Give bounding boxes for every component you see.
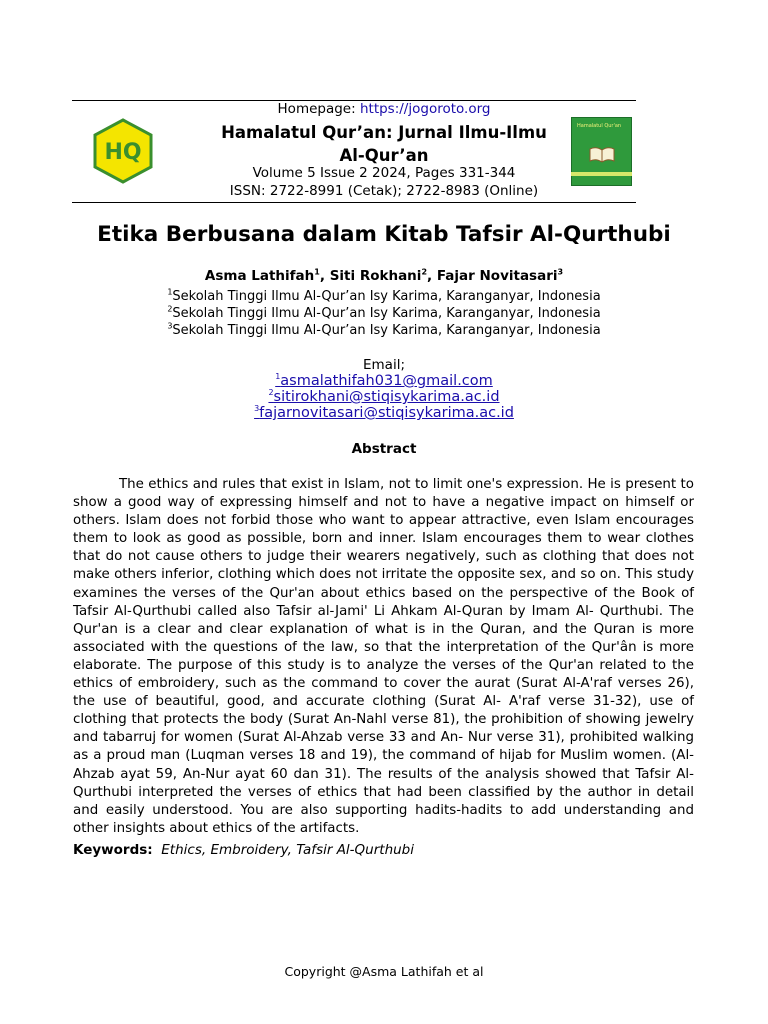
author-separator: , <box>319 268 330 284</box>
email-item <box>0 389 768 405</box>
author-sup: 2 <box>421 267 428 277</box>
affiliation-sup: 2 <box>167 304 173 314</box>
affiliation-item <box>0 305 768 322</box>
header-bottom-rule <box>72 202 636 203</box>
copyright-footer: Copyright @Asma Lathifah et al <box>284 964 484 979</box>
affiliation-sup: 1 <box>167 287 173 297</box>
cover-book-icon <box>589 145 615 163</box>
author-name: Fajar Novitasari <box>436 268 558 284</box>
journal-name-line2: Al-Qur’an <box>339 146 429 165</box>
affiliation-list <box>0 288 768 339</box>
journal-issn: ISSN: 2722-8991 (Cetak); 2722-8983 (Online) <box>229 183 539 199</box>
homepage-line <box>0 101 768 117</box>
affiliation-item <box>0 288 768 305</box>
journal-cover-image <box>571 117 632 186</box>
email-item <box>0 405 768 421</box>
homepage-label: Homepage: <box>277 101 360 117</box>
email-link[interactable] <box>254 405 514 421</box>
email-address: fajarnovitasari@stiqisykarima.ac.id <box>259 405 514 421</box>
email-address: sitirokhani@stiqisykarima.ac.id <box>273 389 500 405</box>
author-sup: 3 <box>557 267 564 277</box>
affiliation-item <box>0 322 768 339</box>
email-label: Email; <box>362 357 405 373</box>
article-title: Etika Berbusana dalam Kitab Tafsir Al-Qurthubi <box>97 222 671 247</box>
cover-band <box>571 172 632 176</box>
email-address: asmalathifah031@gmail.com <box>280 373 493 389</box>
abstract-heading: Abstract <box>351 441 417 457</box>
email-link[interactable] <box>268 389 499 405</box>
email-link[interactable] <box>275 373 493 389</box>
journal-name <box>0 121 768 167</box>
email-sup: 1 <box>275 372 281 382</box>
logo-text: HQ <box>104 140 142 165</box>
email-sup: 2 <box>268 388 274 398</box>
abstract-body: The ethics and rules that exist in Islam, not to limit one's expression. He is present to show a good way of expressing himself and not to have a negative impact on himself or others. Islam does not forbid those who want to appear attractive, even Islam encourages them to look as good as possible, born and inner. Islam encourages them to wear clothes that do not cause others to judge their wearers negatively, such as clothing that does not make others inferior, clothing which does not irritate the opposite sex, and so on. This study examines the verses of the Qur'an about ethics based on the perspective of the Book of Tafsir Al-Qurthubi called also Tafsir al-Jami' Li Ahkam Al-Quran by Imam Al- Qurthubi. The Qur'an is a clear and clear explanation of what is in the Quran, and the Quran is more associated with the questions of the law, so that the interpretation of the Qur'ân is more elaborate. The purpose of this study is to analyze the verses of the Qur'an related to the ethics of embroidery, such as the command to cover the aurat (Surat Al-A'raf verses 26), the use of beautiful, good, and accurate clothing (Surat Al- A'raf verse 31-32), use of clothing that protects the body (Surat An-Nahl verse 81), the prohibition of showing jewelry and tabarruj for women (Surat Al-Ahzab verse 33 and An- Nur verse 31), prohibited walking as a proud man (Luqman verses 18 and 19), the command of hijab for Muslim women. (Al-Ahzab ayat 59, An-Nur ayat 60 dan 31). The results of the analysis showed that Tafsir Al-Qurthubi interpreted the verses of ethics that had been classified by the author in detail and easily understood. You are also supporting hadits-hadits to add understanding and other insights about ethics of the artifacts. <box>73 477 694 836</box>
author-name: Asma Lathifah <box>204 268 315 284</box>
journal-volume: Volume 5 Issue 2 2024, Pages 331-344 <box>252 165 516 181</box>
author-sup: 1 <box>314 267 320 277</box>
email-list <box>0 373 768 421</box>
keywords-label: Keywords: <box>73 842 153 858</box>
keywords-value: Ethics, Embroidery, Tafsir Al-Qurthubi <box>161 842 415 858</box>
email-sup: 3 <box>254 404 260 414</box>
affiliation-text: Sekolah Tinggi Ilmu Al-Qur’an Isy Karima, Karanganyar, Indonesia <box>172 306 601 321</box>
author-separator: , <box>427 268 437 284</box>
affiliation-text: Sekolah Tinggi Ilmu Al-Qur’an Isy Karima, Karanganyar, Indonesia <box>172 289 601 304</box>
homepage-link[interactable]: https://jogoroto.org <box>359 101 491 117</box>
affiliation-sup: 3 <box>167 321 173 331</box>
author-list <box>0 268 768 284</box>
keywords-line <box>73 842 414 858</box>
author-name: Siti Rokhani <box>329 268 422 284</box>
email-item <box>0 373 768 389</box>
journal-name-line1: Hamalatul Qur’an: Jurnal Ilmu-Ilmu <box>221 123 547 142</box>
affiliation-text: Sekolah Tinggi Ilmu Al-Qur’an Isy Karima, Karanganyar, Indonesia <box>172 323 601 338</box>
cover-title: Hamalatul Qur'an <box>577 123 622 129</box>
